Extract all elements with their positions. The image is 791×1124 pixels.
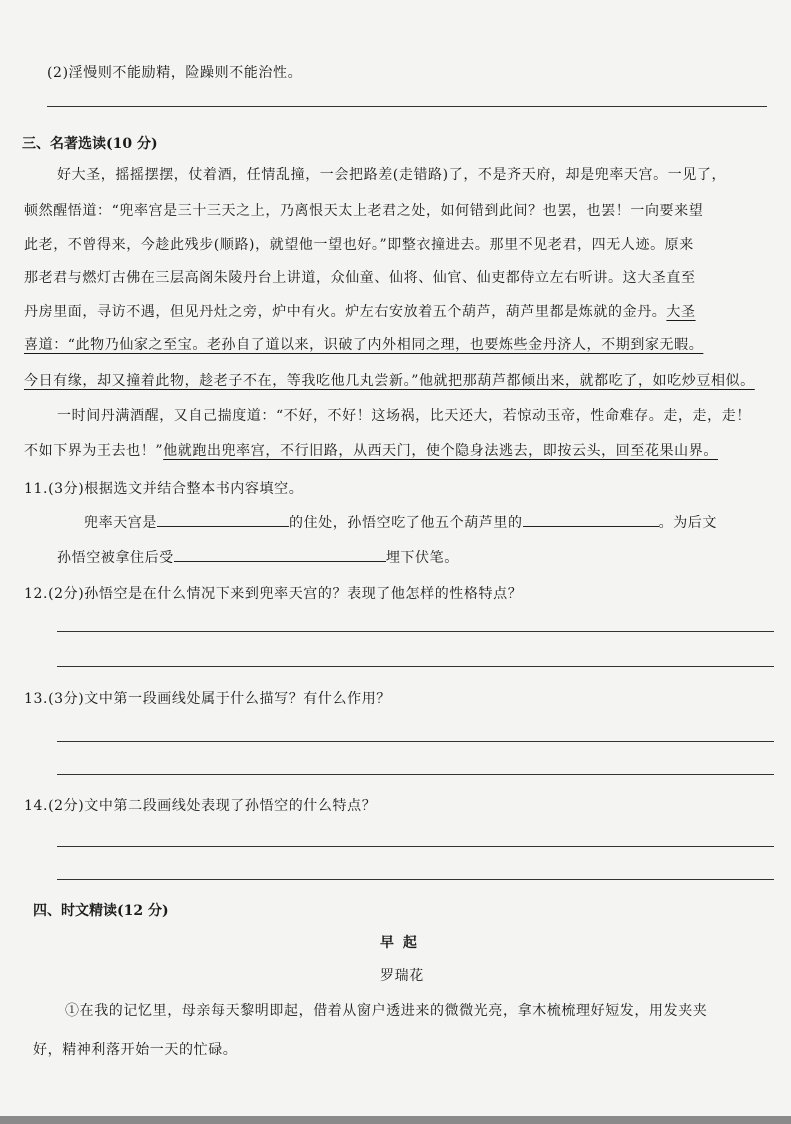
p1-line-3: 此老，不曾得来，今趁此残步(顺路)，就望他一望也好。”即整衣撞进去。那里不见老君，四无人迹。原来 [24,237,694,253]
question-14: 14.(2分)文中第二段画线处表现了孙悟空的什么特点？ [24,798,377,814]
article-p1-line-1: ①在我的记忆里，母亲每天黎明即起，借着从窗户透进来的微微光亮，拿木梳梳理好短发，用发夹夹 [65,1003,708,1019]
answer-line [47,106,767,107]
q12-answer-line-1[interactable] [57,631,774,632]
q11-text-b1: 孙悟空被拿住后受 [57,550,174,566]
p2-line-2-plain: 不如下界为王去也！” [24,443,164,459]
q11-text-a2: 的住处，孙悟空吃了他五个葫芦里的 [289,515,523,531]
q11-line-1 [84,512,717,532]
q11-line-2 [57,547,459,567]
p1-underline-a: 大圣 [666,304,696,320]
question-13: 13.(3分)文中第一段画线处属于什么描写？有什么作用？ [24,691,391,707]
q11-text-a3: 。为后文 [658,515,718,531]
question-12: 12.(2分)孙悟空是在什么情况下来到兜率天宫的？表现了他怎样的性格特点？ [24,586,523,602]
q11-blank-2[interactable] [523,512,659,527]
p1-line-5 [24,301,696,321]
p1-underline-c: 今日有缘，却又撞着此物，趁老子不在，等我吃他几丸尝新。”他就把那葫芦都倾出来，就都吃了，如吃炒豆相似。 [24,373,755,389]
q11-text-a1: 兜率天宫是 [84,515,157,531]
article-title: 早 起 [380,935,419,951]
p2-line-1: 一时间丹满酒醒，又自己揣度道：“不好，不好！这场祸，比天还大，若惊动玉帝，性命难存。走，走，走！ [57,408,751,424]
scan-edge [0,1116,791,1124]
section-3-title: 三、名著选读(10 分) [22,136,158,152]
p1-line-4: 那老君与燃灯古佛在三层高阁朱陵丹台上讲道，众仙童、仙将、仙官、仙吏都侍立左右听讲。这大圣直至 [24,270,696,286]
q12-answer-line-2[interactable] [57,666,774,667]
section-4-title: 四、时文精读(12 分) [33,903,169,919]
q11-text-b2: 埋下伏笔。 [385,550,459,566]
q14-answer-line-1[interactable] [57,846,774,847]
article-p1-line-2: 好，精神利落开始一天的忙碌。 [33,1042,238,1058]
q14-answer-line-2[interactable] [57,879,774,880]
p1-line-1: 好大圣，摇摇摆摆，仗着酒，任情乱撞，一会把路差(走错路)了，不是齐天府，却是兜率天宫。一见了， [57,167,727,183]
p1-underline-b: 喜道：“此物乃仙家之至宝。老孙自了道以来，识破了内外相同之理，也要炼些金丹济人，不期到家无暇。 [24,337,704,353]
p1-line-2: 顿然醒悟道：“兜率宫是三十三天之上，乃离恨天太上老君之处，如何错到此间？也罢，也罢！一向要来望 [24,203,704,219]
p2-line-2 [24,440,718,460]
q13-answer-line-1[interactable] [57,741,774,742]
q11-blank-1[interactable] [157,512,289,527]
q13-answer-line-2[interactable] [57,774,774,775]
q11-blank-3[interactable] [174,547,386,562]
question-11: 11.(3分)根据选文并结合整本书内容填空。 [24,481,304,497]
item-2-text: (2)淫慢则不能励精，险躁则不能治性。 [47,65,303,81]
p2-underline: 他就跑出兜率宫，不行旧路，从西天门，使个隐身法逃去，即按云头，回至花果山界。 [163,443,718,459]
article-author: 罗瑞花 [380,968,424,984]
p1-line-5-plain: 丹房里面，寻访不遇，但见丹灶之旁，炉中有火。炉左右安放着五个葫芦，葫芦里都是炼就的金丹。 [24,304,667,320]
